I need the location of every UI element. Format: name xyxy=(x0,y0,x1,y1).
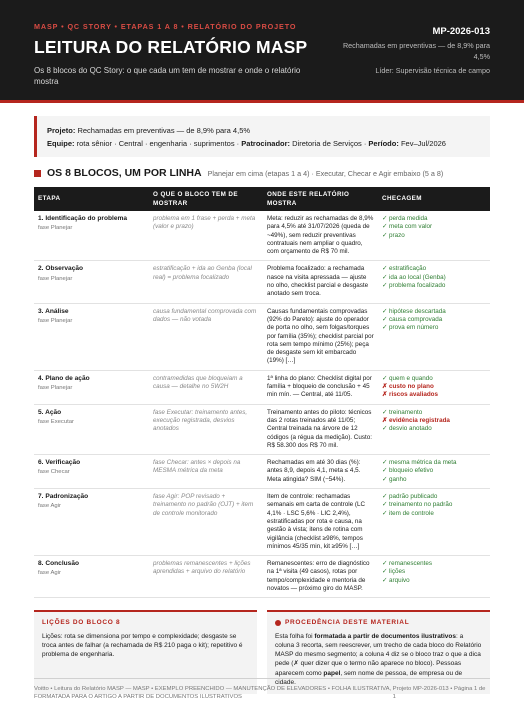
what-to-show-cell: contramedidas que bloqueiam a causa — detalhe no 5W2H xyxy=(149,370,263,404)
check-item-ok: ✓ treinamento no padrão xyxy=(382,501,453,509)
check-item-ok: ✓ arquivo xyxy=(382,576,410,584)
origin-text-part: : a coluna 3 recorta, sem reescrever, um trecho de cada bloco do Relatório MASP do mesmo segmento; a coluna 4 diz se o bloco traz o que a dica pede (✗ quer dizer que o termo não aparece no bloco). Pessoas aparecem como xyxy=(275,632,482,677)
column-header-check: CHECAGEM xyxy=(382,195,422,203)
footer-right: Projeto MP-2026-013 • Página 1 de 1 xyxy=(392,686,486,700)
table-row xyxy=(34,211,490,261)
check-cell xyxy=(378,489,490,556)
check-item-ok: ✓ desvio anotado xyxy=(382,425,432,433)
period-value: Fev–Jul/2026 xyxy=(400,139,446,148)
stage-cell xyxy=(34,261,149,303)
sponsor-value: Diretoria de Serviços · xyxy=(292,139,367,148)
page-subtitle: Os 8 blocos do QC Story: o que cada um tem de mostrar e onde o relatório mostra xyxy=(34,66,301,86)
check-item-missing: ✗ evidência registrada xyxy=(382,416,450,424)
where-shown-cell: Treinamento antes do piloto: técnicos das 2 rotas treinados até 11/05; Central treinada na árvore de 12 códigos (a régua da medição). Custo: R$ 58.300 dos R$ 70 mil. xyxy=(263,404,378,454)
origin-text-emphasis: papel xyxy=(323,669,341,677)
check-cell xyxy=(378,455,490,489)
check-item-ok: ✓ prazo xyxy=(382,231,405,239)
header-meta-goal: Rechamadas em preventivas — de 8,9% para 4,5% xyxy=(342,41,490,61)
table-row xyxy=(34,489,490,556)
stage-phase: fase Agir xyxy=(38,503,61,510)
table-row xyxy=(34,370,490,404)
stage-name: 6. Verificação xyxy=(38,459,81,467)
stage-name: 3. Análise xyxy=(38,307,69,315)
where-shown-cell: Rechamadas em até 30 dias (%): antes 8,9, depois 4,1, meta ≤ 4,5. Meta atingida? SIM (−54%). xyxy=(263,455,378,489)
project-label: Projeto: xyxy=(47,126,76,135)
stage-name: 8. Conclusão xyxy=(38,560,80,568)
header-kicker: MASP • QC STORY • ETAPAS 1 A 8 • RELATÓRIO DO PROJETO xyxy=(34,22,297,31)
check-item-ok: ✓ mesma métrica da meta xyxy=(382,459,457,467)
section-subtitle: Planejar em cima (etapas 1 a 4) · Executar, Checar e Agir embaixo (5 a 8) xyxy=(207,168,444,178)
what-to-show-cell: fase Executar: treinamento antes, execução registrada, desvios anotados xyxy=(149,404,263,454)
check-item-ok: ✓ quem e quando xyxy=(382,374,433,382)
table-row xyxy=(34,404,490,454)
what-to-show-cell: causa fundamental comprovada com dados — não votada xyxy=(149,303,263,370)
team-value: rota sênior · Central · engenharia · suprimentos · xyxy=(76,139,240,148)
check-cell xyxy=(378,404,490,454)
project-info-box xyxy=(34,116,490,157)
page-header xyxy=(0,0,524,100)
stage-name: 4. Plano de ação xyxy=(38,374,90,382)
period-label: Período: xyxy=(368,139,399,148)
column-header-stage: ETAPA xyxy=(38,195,61,203)
check-item-ok: ✓ remanescentes xyxy=(382,560,433,568)
stage-cell xyxy=(34,556,149,598)
page-title: LEITURA DO RELATÓRIO MASP xyxy=(34,37,308,57)
lessons-text: Lições: rota se dimensiona por tempo e complexidade; desgaste se troca antes de falhar (a rechamada de R$ 210 paga o kit); repetitivo é problema de engenharia. xyxy=(42,632,243,659)
project-value: Rechamadas em preventivas — de 8,9% para 4,5% xyxy=(77,126,251,135)
header-meta-leader: Líder: Supervisão técnica de campo xyxy=(375,66,490,75)
stage-cell xyxy=(34,303,149,370)
footer-left: Voitto • Leitura do Relatório MASP — MASP • EXEMPLO PREENCHIDO — MANUTENÇÃO DE ELEVADORES • FOLHA ILUSTRATIVA, FORMATADA PARA O ARTIGO A PARTIR DE DOCUMENTOS ILUSTRATIVOS xyxy=(34,686,392,700)
stage-cell xyxy=(34,489,149,556)
stage-phase: fase Planejar xyxy=(38,317,73,324)
table-row xyxy=(34,303,490,370)
stage-cell xyxy=(34,211,149,261)
where-shown-cell: 1ª linha do plano: Checklist digital por família + bloqueio de conclusão + 45 min mín. — Central, até 11/05. xyxy=(263,370,378,404)
check-item-ok: ✓ estratificação xyxy=(382,265,427,273)
check-cell xyxy=(378,303,490,370)
origin-text-part: , sem nome de pessoa, de empresa ou de cidade. xyxy=(275,669,463,687)
what-to-show-cell: fase Agir: POP revisado + treinamento no padrão (OJT) + item de controle monitorado xyxy=(149,489,263,556)
stage-cell xyxy=(34,455,149,489)
check-cell xyxy=(378,211,490,261)
masp-blocks-table xyxy=(34,187,490,598)
where-shown-cell: Problema focalizado: a rechamada nasce na visita apressada — ajuste no olho, checklist parcial e desgaste anotado sem troca. xyxy=(263,261,378,303)
stage-name: 7. Padronização xyxy=(38,493,89,501)
stage-phase: fase Agir xyxy=(38,570,61,577)
project-code: MP-2026-013 xyxy=(432,26,490,37)
where-shown-cell: Item de controle: rechamadas semanais em carta de controle (LC 4,1% · LSC 5,6% · LIC 2,4%), estratificadas por rota e causa, na gestão à vista; itens de rotina com vigilância (checklist ≥98%, tempos mínimos 45/35 min, kit ≥95% […] xyxy=(263,489,378,556)
stage-phase: fase Planejar xyxy=(38,225,73,232)
header-meta xyxy=(330,26,490,77)
section-title: OS 8 BLOCOS, UM POR LINHA xyxy=(47,167,202,179)
stage-phase: fase Planejar xyxy=(38,275,73,282)
column-header-what-to-show: O QUE O BLOCO TEM DE MOSTRAR xyxy=(153,191,238,207)
team-label: Equipe: xyxy=(47,139,75,148)
section-heading xyxy=(34,167,490,179)
what-to-show-cell: problemas remanescentes + lições aprendidas + arquivo do relatório xyxy=(149,556,263,598)
what-to-show-cell: fase Checar: antes × depois na MESMA métrica da meta xyxy=(149,455,263,489)
stage-cell xyxy=(34,370,149,404)
page-footer xyxy=(34,678,490,701)
check-item-ok: ✓ problema focalizado xyxy=(382,282,446,290)
check-item-missing: ✗ riscos avaliados xyxy=(382,391,439,399)
origin-heading xyxy=(275,618,482,627)
section-marker xyxy=(34,170,41,177)
check-item-ok: ✓ meta com valor xyxy=(382,223,433,231)
check-item-ok: ✓ ganho xyxy=(382,475,407,483)
where-shown-cell: Meta: reduzir as rechamadas de 8,9% para 4,5% até 31/07/2026 (queda de ~49%), sem reduzir preventivas contratuais nem ampliar o quadro, com orçamento de R$ 70 mil. xyxy=(263,211,378,261)
table-body xyxy=(34,211,490,598)
check-item-ok: ✓ lições xyxy=(382,568,406,576)
stage-name: 5. Ação xyxy=(38,408,62,416)
sponsor-label: Patrocinador: xyxy=(241,139,291,148)
what-to-show-cell: problema em 1 frase + perda + meta (valor e prazo) xyxy=(149,211,263,261)
table-row xyxy=(34,556,490,598)
origin-text-emphasis: formatada a partir de documentos ilustrativos xyxy=(314,632,456,640)
check-item-ok: ✓ bloqueio efetivo xyxy=(382,467,434,475)
check-item-ok: ✓ perda medida xyxy=(382,215,428,222)
check-item-ok: ✓ prova em número xyxy=(382,324,439,332)
stage-cell xyxy=(34,404,149,454)
check-cell xyxy=(378,261,490,303)
stage-phase: fase Executar xyxy=(38,418,75,425)
what-to-show-cell: estratificação + ida ao Genba (local real) = problema focalizado xyxy=(149,261,263,303)
info-line-team xyxy=(47,137,480,150)
lessons-title: LIÇÕES DO BLOCO 8 xyxy=(42,619,121,627)
origin-title: PROCEDÊNCIA DESTE MATERIAL xyxy=(285,619,410,627)
check-item-ok: ✓ item de controle xyxy=(382,509,434,517)
table-row xyxy=(34,455,490,489)
stage-name: 2. Observação xyxy=(38,265,84,273)
stage-name: 1. Identificação do problema xyxy=(38,215,128,222)
check-cell xyxy=(378,556,490,598)
where-shown-cell: Remanescentes: erro de diagnóstico na 1ª visita (49 casos), rotas por tempo/complexidade e mentoria de novatos — próximo giro do MASP. xyxy=(263,556,378,598)
column-header-where-shown: ONDE ESTE RELATÓRIO MOSTRA xyxy=(267,191,350,207)
stage-phase: fase Checar xyxy=(38,469,70,476)
where-shown-cell: Causas fundamentais comprovadas (92% do Pareto): ajuste do operador de porta no olho, sem folgas/torques por família (35%); checklist parcial por rota sem tempo mínimo (25%); peça de desgaste sem kit embarcado (19%) […] xyxy=(263,303,378,370)
check-item-missing: ✗ custo no plano xyxy=(382,383,434,391)
header-divider xyxy=(0,100,524,103)
origin-bullet-icon xyxy=(275,620,281,626)
table-row xyxy=(34,261,490,303)
check-item-ok: ✓ causa comprovada xyxy=(382,315,443,323)
stage-phase: fase Planejar xyxy=(38,385,73,392)
check-item-ok: ✓ hipótese descartada xyxy=(382,307,446,315)
check-cell xyxy=(378,370,490,404)
table-header-row xyxy=(34,187,490,211)
check-item-ok: ✓ treinamento xyxy=(382,408,423,416)
check-item-ok: ✓ padrão publicado xyxy=(382,493,438,501)
check-item-ok: ✓ ida ao local (Genba) xyxy=(382,273,446,281)
origin-text-part: Esta folha foi xyxy=(275,632,315,640)
info-line-project xyxy=(47,124,480,137)
